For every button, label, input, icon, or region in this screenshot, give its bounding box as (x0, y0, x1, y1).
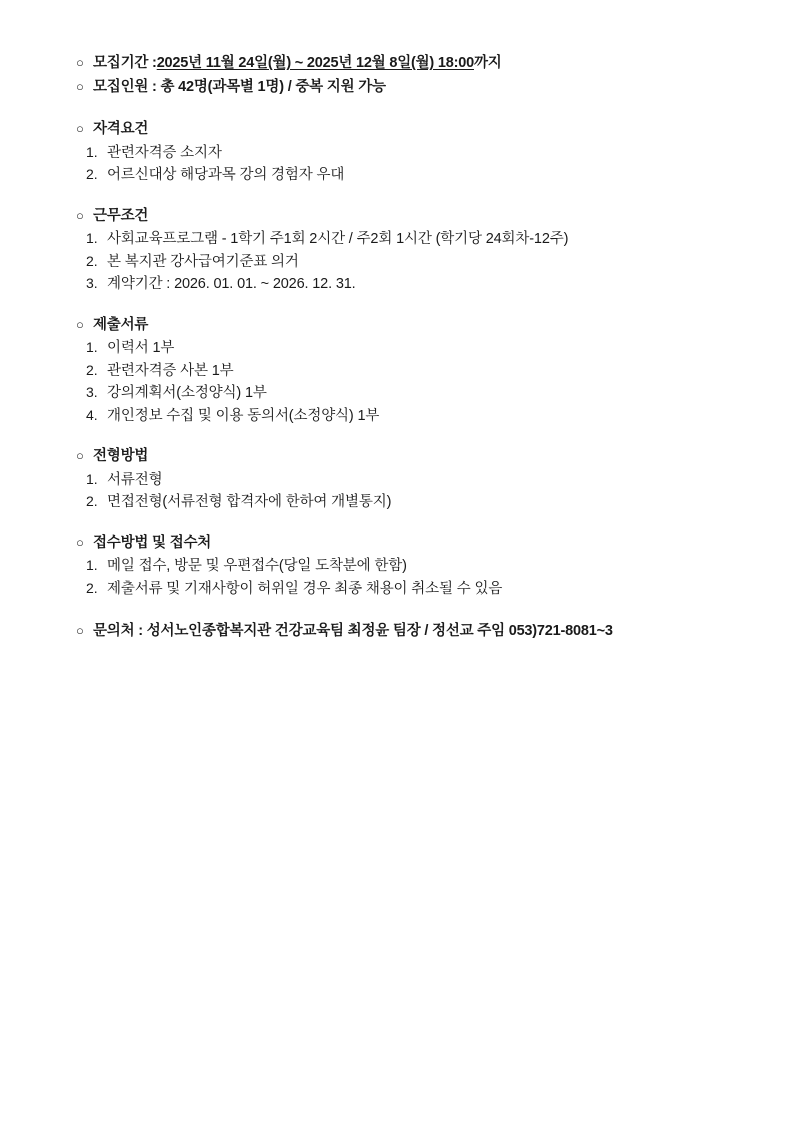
list-item-number: 2. (86, 579, 98, 596)
list-item (76, 581, 733, 597)
list-item-number: 1. (86, 339, 98, 355)
list-item-number: 1. (86, 557, 98, 573)
list-item-label: 사회교육프로그램 - 1학기 주1회 2시간 / 주2회 1시간 (학기당 24회차-12주) (107, 231, 569, 247)
list-item (76, 340, 733, 356)
list-item (76, 558, 733, 574)
list-item-label: 관련자격증 소지자 (107, 144, 222, 161)
recruitment-period-label: 모집기간 : (93, 55, 157, 71)
list-item (76, 494, 733, 510)
list-item-label: 강의계획서(소정양식) 1부 (107, 385, 267, 401)
circle-bullet-icon: ○ (76, 448, 84, 463)
list-item-number: 3. (86, 275, 98, 291)
recruitment-period-suffix: 까지 (473, 55, 502, 71)
section-header (76, 209, 733, 224)
section-required-documents (76, 318, 733, 424)
section-title: 접수방법 및 접수처 (93, 534, 212, 551)
section-title: 자격요건 (93, 121, 149, 137)
list-item-label: 관련자격증 사본 1부 (107, 362, 234, 379)
list-item-number: 2. (86, 361, 98, 378)
recruitment-count-label: 모집인원 : 총 42명(과목별 1명) / 중복 지원 가능 (93, 78, 386, 95)
list-item-label: 서류전형 (107, 471, 163, 488)
list-item (76, 254, 733, 270)
circle-bullet-icon: ○ (76, 55, 84, 70)
list-item-number: 3. (86, 384, 98, 400)
recruitment-period-value: 2025년 11월 24일(월) ~ 2025년 12월 8일(월) 18:00 (156, 55, 474, 71)
section-title: 근무조건 (93, 207, 149, 224)
list-item (76, 363, 733, 379)
recruitment-period-line (76, 56, 733, 71)
list-item-label: 계약기간 : 2026. 01. 01. ~ 2026. 12. 31. (107, 276, 356, 292)
section-header (76, 536, 733, 551)
list-item (76, 276, 733, 292)
list-item-label: 이력서 1부 (107, 340, 175, 356)
list-item-number: 1. (86, 143, 98, 160)
section-selection-method (76, 449, 733, 510)
list-item (76, 167, 733, 183)
section-title: 전형방법 (93, 448, 149, 464)
section-header (76, 318, 733, 333)
section-title: 제출서류 (93, 316, 149, 333)
list-item (76, 231, 733, 247)
circle-bullet-icon: ○ (76, 316, 84, 332)
section-header (76, 122, 733, 137)
list-item-label: 어르신대상 해당과목 강의 경험자 우대 (107, 167, 345, 183)
circle-bullet-icon: ○ (76, 121, 84, 136)
document-body (76, 56, 733, 639)
list-item (76, 385, 733, 401)
list-item-label: 개인정보 수집 및 이용 동의서(소정양식) 1부 (107, 407, 380, 424)
section-qualifications (76, 122, 733, 183)
circle-bullet-icon: ○ (76, 78, 84, 94)
circle-bullet-icon: ○ (76, 623, 84, 638)
list-item-number: 1. (86, 470, 98, 487)
list-item-label: 메일 접수, 방문 및 우편접수(당일 도착분에 한함) (107, 558, 407, 574)
list-item-number: 2. (86, 166, 98, 182)
list-item-label: 제출서류 및 기재사항이 허위일 경우 최종 채용이 취소될 수 있음 (107, 580, 503, 597)
section-header (76, 449, 733, 464)
list-item-number: 2. (86, 252, 98, 269)
list-item (76, 408, 733, 424)
list-item-number: 4. (86, 406, 98, 423)
circle-bullet-icon: ○ (76, 534, 84, 550)
list-item-label: 본 복지관 강사급여기준표 의거 (107, 253, 299, 270)
circle-bullet-icon: ○ (76, 207, 84, 223)
section-application-method (76, 536, 733, 597)
list-item (76, 472, 733, 488)
list-item-label: 면접전형(서류전형 합격자에 한하여 개별통지) (107, 494, 392, 510)
contact-line (76, 624, 733, 639)
list-item-number: 1. (86, 230, 98, 246)
section-working-conditions (76, 209, 733, 292)
list-item-number: 2. (86, 493, 98, 509)
contact-info: 문의처 : 성서노인종합복지관 건강교육팀 최정윤 팀장 / 정선교 주임 053)721-8081~3 (93, 623, 613, 639)
recruitment-count-line (76, 80, 733, 95)
list-item (76, 145, 733, 161)
